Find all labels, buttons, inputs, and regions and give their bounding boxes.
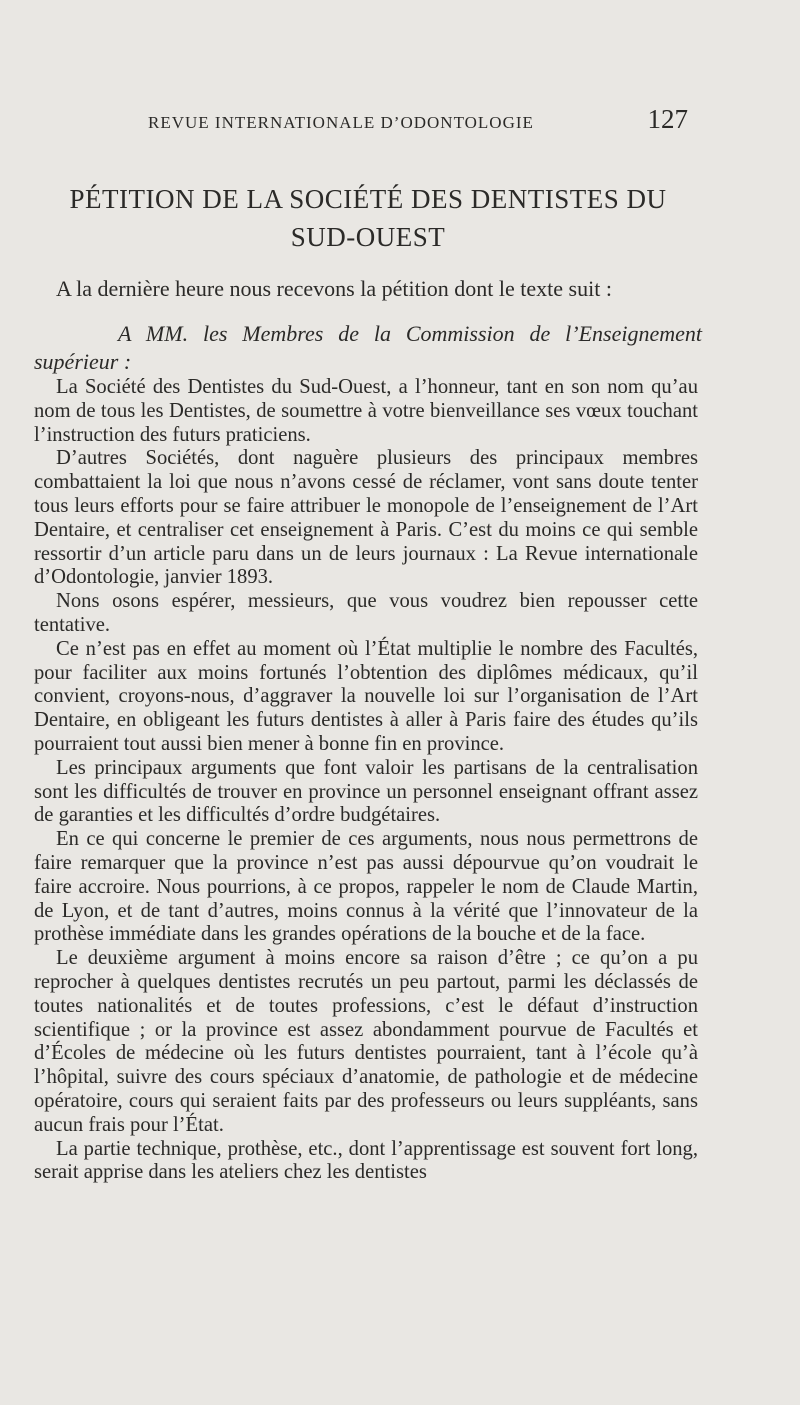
paragraph: En ce qui concerne le premier de ces arguments, nous nous permettrons de faire remarquer que la province n’est pas aussi dépourvue qu’on voudrait le faire accroire. Nous pourrions, à ce propos, rappeler le nom de Claude Martin, de Lyon, et de tant d’autres, moins connus à la vérité que l’innovateur de la prothèse immédiate dans les grandes opérations de la bouche et de la face. [34,828,698,946]
paragraph: La Société des Dentistes du Sud-Ouest, a l’honneur, tant en son nom qu’au nom de tous les Dentistes, de soumettre à votre bienveillance ses vœux touchant l’instruction des futurs praticiens. [34,376,698,446]
paragraph: Nons osons espérer, messieurs, que vous voudrez bien repousser cette tentative. [34,590,698,636]
paragraph: Les principaux arguments que font valoir les partisans de la centralisation sont les difficultés de trouver en province un personnel enseignant offrant assez de garanties et les difficultés d’ordre budgétaires. [34,756,698,827]
running-head: REVUE INTERNATIONALE D’ODONTOLOGIE [148,113,534,132]
article-body [34,376,698,1185]
article-title: PÉTITION DE LA SOCIÉTÉ DES DENTISTES DU SUD-OUEST [69,184,667,252]
intro-line: A la dernière heure nous recevons la pétition dont le texte suit : [56,276,612,301]
paragraph: D’autres Sociétés, dont naguère plusieurs des principaux membres combattaient la loi que nous n’avons cessé de réclamer, vont sans doute tenter tous leurs efforts pour se faire attribuer le monopole de l’enseignement de l’Art Dentaire, et centraliser cet enseignement à Paris. C’est du moins ce qui semble ressortir d’un article paru dans un de leurs journaux : La Revue internationale d’Odontologie, janvier 1893. [34,447,698,589]
paragraph: La partie technique, prothèse, etc., dont l’apprentissage est souvent fort long, serait apprise dans les ateliers chez les dentistes [34,1137,698,1184]
paragraph: Ce n’est pas en effet au moment où l’État multiplie le nombre des Facultés, pour faciliter aux moins fortunés l’obtention des diplômes médicaux, qu’il convient, croyons-nous, d’aggraver la nouvelle loi sur l’organisation de l’Art Dentaire, en obligeant les futurs dentistes à aller à Paris faire des études qu’ils pourraient tout aussi bien mener à bonne fin en province. [34,637,698,755]
page-number: 127 [647,104,688,134]
paragraph: Le deuxième argument à moins encore sa raison d’être ; ce qu’on a pu reprocher à quelques dentistes recrutés un peu partout, parmi les déclassés de toutes nationalités et de toutes professions, c’est le défaut d’instruction scientifique ; or la province est assez abondamment pourvue de Facultés et d’Écoles de médecine où les futurs dentistes pourraient, tant à l’école qu’à l’hôpital, suivre des cours spéciaux d’anatomie, de pathologie et de médecine opératoire, cours qui seraient faits par des professeurs ou leurs suppléants, sans aucun frais pour l’État. [34,947,698,1136]
address-line: A MM. les Membres de la Commission de l’Enseignement supérieur : [34,321,702,374]
